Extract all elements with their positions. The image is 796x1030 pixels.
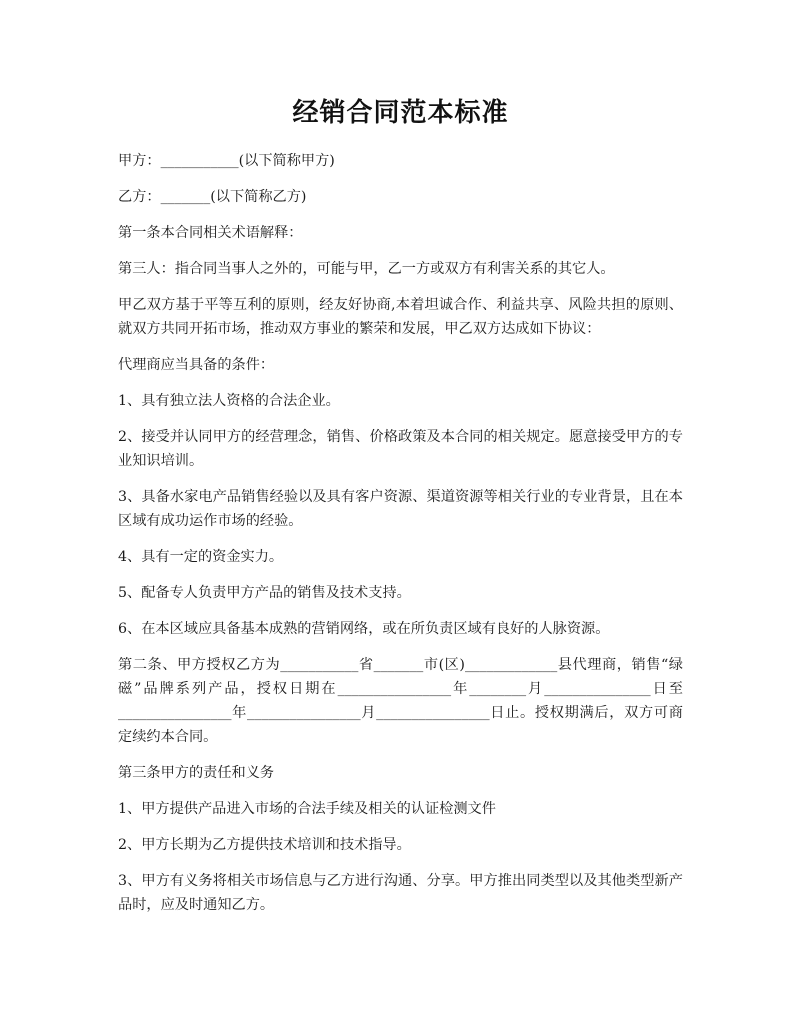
condition-item-2: 2、接受并认同甲方的经营理念，销售、价格政策及本合同的相关规定。愿意接受甲方的专业知识培训。 xyxy=(118,429,683,469)
article-1-heading: 第一条本合同相关术语解释： xyxy=(118,225,303,241)
document-title: 经销合同范本标准 xyxy=(292,98,509,128)
condition-item-3: 3、具备水家电产品销售经验以及具有客户资源、渠道资源等相关行业的专业背景，且在本区域有成功运作市场的经验。 xyxy=(118,489,683,529)
condition-item-6: 6、在本区域应具备基本成熟的营销网络，或在所负责区域有良好的人脉资源。 xyxy=(118,621,610,637)
duty-item-3: 3、甲方有义务将相关市场信息与乙方进行沟通、分享。甲方推出同类型以及其他类型新产品时，应及时通知乙方。 xyxy=(118,873,683,913)
condition-item-1: 1、具有独立法人资格的合法企业。 xyxy=(118,393,340,409)
condition-item-5: 5、配备专人负责甲方产品的销售及技术支持。 xyxy=(118,585,411,601)
duty-item-1: 1、甲方提供产品进入市场的合法手续及相关的认证检测文件 xyxy=(118,801,496,817)
article-3-heading: 第三条甲方的责任和义务 xyxy=(118,765,275,781)
party-b-line: 乙方：_______(以下简称乙方) xyxy=(118,189,307,205)
party-a-line: 甲方：___________(以下简称甲方) xyxy=(118,153,335,169)
article-2-paragraph: 第二条、甲方授权乙方为___________省_______市(区)_____________县代理商，销售“绿磁”品牌系列产品，授权日期在________________年________月_______________日至________________年________________月________________日止。授权期满后，双方可商定续约本合同。 xyxy=(118,657,683,745)
preamble-paragraph: 甲乙双方基于平等互利的原则，经友好协商,本着坦诚合作、利益共享、风险共担的原则、就双方共同开拓市场，推动双方事业的繁荣和发展，甲乙双方达成如下协议： xyxy=(118,297,683,337)
third-party-definition: 第三人：指合同当事人之外的，可能与甲，乙一方或双方有利害关系的其它人。 xyxy=(118,261,615,277)
duty-item-2: 2、甲方长期为乙方提供技术培训和技术指导。 xyxy=(118,837,411,853)
condition-item-4: 4、具有一定的资金实力。 xyxy=(118,549,284,565)
agent-conditions-heading: 代理商应当具备的条件： xyxy=(118,357,275,373)
document-page xyxy=(118,92,683,929)
